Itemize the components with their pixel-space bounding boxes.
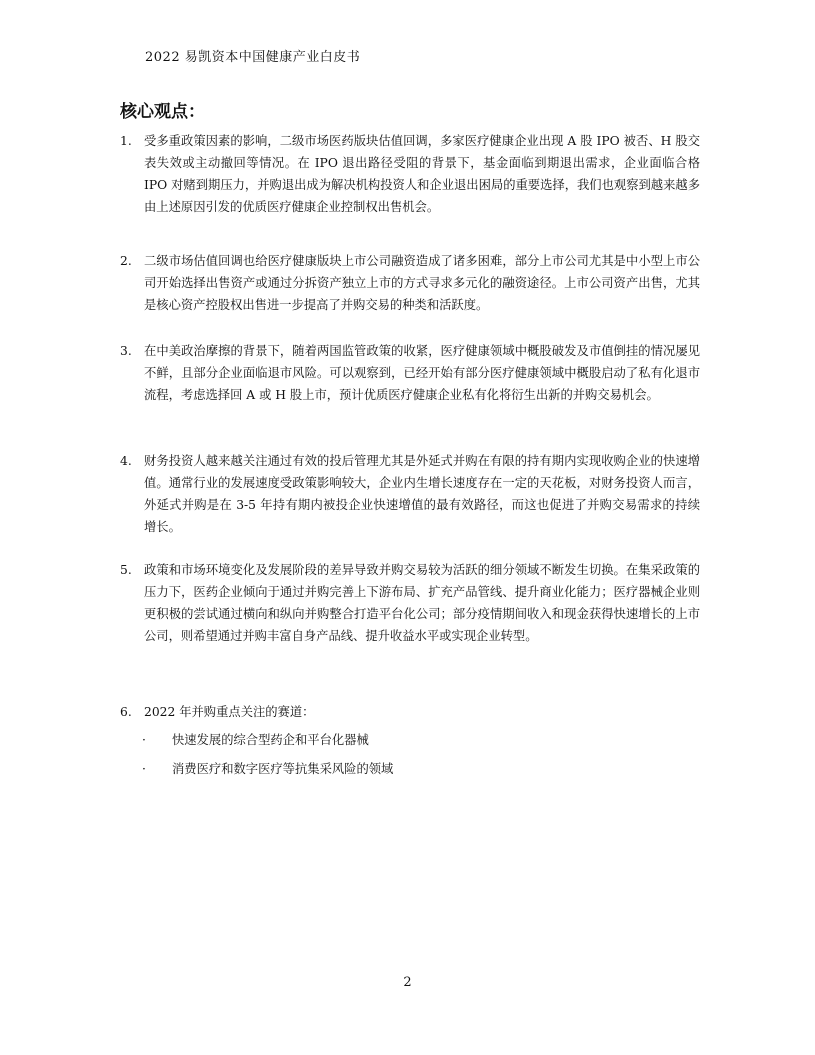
list-item-number: 3.: [120, 344, 132, 358]
bullet-dot: ·: [142, 733, 146, 747]
section-heading: 核心观点：: [120, 102, 205, 122]
list-item-number: 1.: [120, 134, 132, 148]
list-item-text: 政策和市场环境变化及发展阶段的差异导致并购交易较为活跃的细分领域不断发生切换。在集采政策的压力下，医药企业倾向于通过并购完善上下游布局、扩充产品管线、提升商业化能力；医疗器械企业则更积极的尝试通过横向和纵向并购整合打造平台化公司；部分疫情期间收入和现金获得快速增长的上市公司，则希望通过并购丰富自身产品线、提升收益水平或实现企业转型。: [144, 563, 700, 643]
list-item-number: 6.: [120, 705, 132, 719]
page-number: 2: [403, 975, 412, 990]
list-item-1: [120, 130, 700, 218]
list-item-4: [120, 450, 700, 538]
bullet-text: 消费医疗和数字医疗等抗集采风险的领域: [172, 762, 394, 776]
bullet-item: [142, 729, 369, 751]
list-item-text: 在中美政治摩擦的背景下，随着两国监管政策的收紧，医疗健康领域中概股破发及市值倒挂的情况屡见不鲜，且部分企业面临退市风险。可以观察到，已经开始有部分医疗健康领域中概股启动了私有化退市流程，考虑选择回 A 或 H 股上市，预计优质医疗健康企业私有化将衍生出新的并购交易机会。: [144, 344, 700, 402]
list-item-number: 4.: [120, 454, 132, 468]
bullet-dot: ·: [142, 762, 146, 776]
list-item-text: 二级市场估值回调也给医疗健康版块上市公司融资造成了诸多困难，部分上市公司尤其是中小型上市公司开始选择出售资产或通过分拆资产独立上市的方式寻求多元化的融资途径。上市公司资产出售，尤其是核心资产控股权出售进一步提高了并购交易的种类和活跃度。: [144, 254, 700, 312]
list-item-number: 5.: [120, 563, 132, 577]
bullet-text: 快速发展的综合型药企和平台化器械: [172, 733, 369, 747]
list-item-6: [120, 701, 700, 723]
list-item-text: 受多重政策因素的影响，二级市场医药版块估值回调，多家医疗健康企业出现 A 股 IPO 被否、H 股交表失效或主动撤回等情况。在 IPO 退出路径受阻的背景下，基金面临到期退出需求，企业面临合格 IPO 对赌到期压力，并购退出成为解决机构投资人和企业退出困局的重要选择，我们也观察到越来越多由上述原因引发的优质医疗健康企业控制权出售机会。: [144, 134, 700, 214]
list-item-2: [120, 250, 700, 316]
list-item-3: [120, 340, 700, 406]
list-item-5: [120, 559, 700, 647]
list-item-text: 财务投资人越来越关注通过有效的投后管理尤其是外延式并购在有限的持有期内实现收购企业的快速增值。通常行业的发展速度受政策影响较大，企业内生增长速度存在一定的天花板，对财务投资人而言，外延式并购是在 3-5 年持有期内被投企业快速增值的最有效路径，而这也促进了并购交易需求的持续增长。: [144, 454, 700, 534]
list-item-number: 2.: [120, 254, 132, 268]
bullet-item: [142, 758, 393, 780]
running-header: 2022 易凯资本中国健康产业白皮书: [145, 50, 361, 65]
list-item-text: 2022 年并购重点关注的赛道：: [144, 705, 315, 719]
